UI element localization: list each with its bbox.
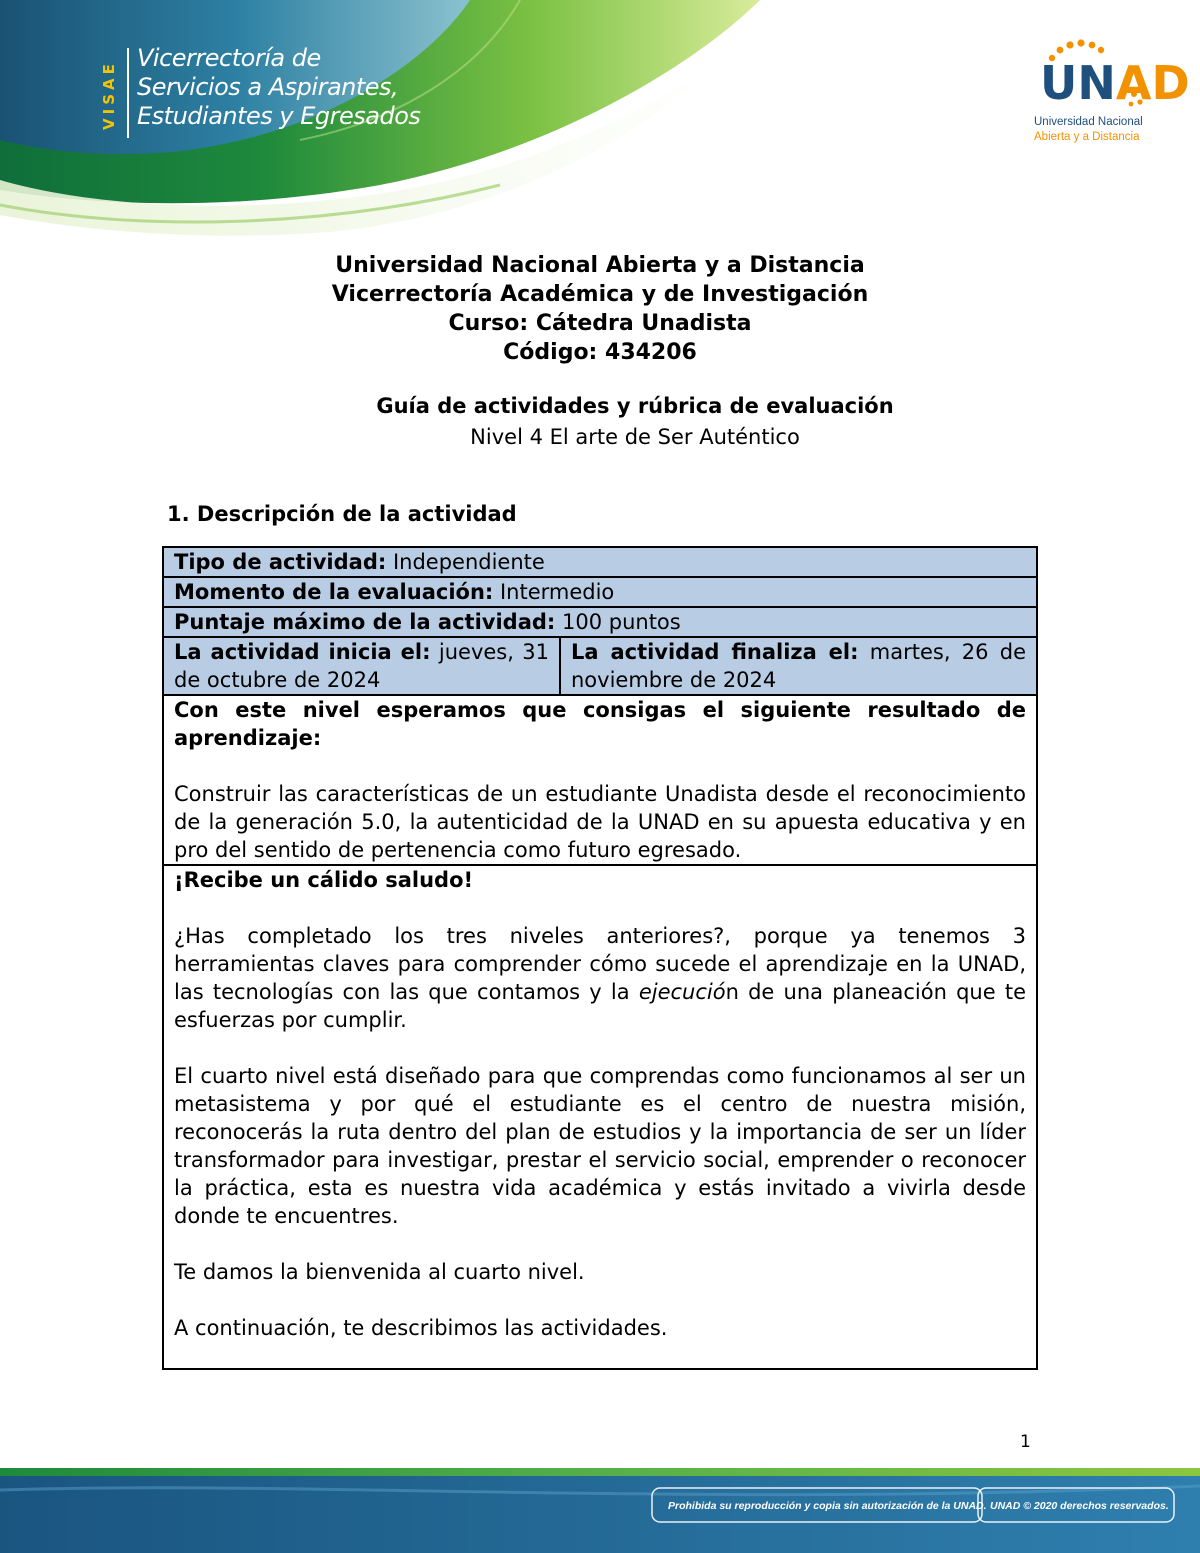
table-row [163,607,1037,637]
paragraph-2: El cuarto nivel está diseñado para que comprendas como funcionamos al ser un metasistema y por qué el estudiante es el centro de nuestra misión, reconocerás la ruta dentro del plan de estudios y la importancia de ser un líder transformador para investigar, prestar el servicio social, emprender o reconocer la práctica, esta es nuestra vida académica y estás invitado a vivirla desde donde te encuentres. [174,1064,1026,1228]
vicerrectoria-line-1: Vicerrectoría de [137,44,321,72]
momento-value: Intermedio [493,580,615,604]
resultado-text: Construir las características de un estudiante Unadista desde el reconocimiento de la generación 5.0, la autenticidad de la UNAD en su apuesta educativa y en pro del sentido de pertenencia como futuro egresado. [174,782,1026,862]
paragraph-1-text: ¿Has completado los tres niveles anteriores?, porque ya tenemos 3 herramientas claves para comprender cómo sucede el aprendizaje en la UNAD, las tecnologías con las que contamos y la [174,924,1026,1004]
unad-logo-ad: AD [1115,56,1190,110]
paragraph-1 [174,922,1026,1034]
footer-copyright-notice: Prohibida su reproducción y copia sin autorización de la UNAD. [668,1500,987,1512]
unad-logo-text [1040,58,1190,108]
activity-table [162,546,1038,1370]
unad-logo-line1: Universidad Nacional [1034,116,1143,128]
visae-divider [127,48,129,138]
saludo-heading: ¡Recibe un cálido saludo! [174,868,474,892]
course-title: Curso: Cátedra Unadista [448,311,752,336]
footer-rights-reserved: UNAD © 2020 derechos reservados. [990,1500,1169,1512]
tipo-label: Tipo de actividad: [174,550,387,574]
vicerrectoria-line-2: Servicios a Aspirantes, [137,73,399,101]
unad-logo-n: N [1077,56,1116,110]
vicerrectoria-title [137,44,420,131]
inicia-value: jueves, 31 de octubre de 2024 [174,640,550,692]
tipo-cell [163,547,1037,577]
table-row [163,695,1037,865]
table-row [163,637,1037,695]
level-title: Nivel 4 El arte de Ser Auténtico [470,425,800,449]
saludo-cell [163,865,1037,1369]
momento-label: Momento de la evaluación: [174,580,494,604]
finaliza-cell [560,637,1037,695]
inicia-cell [163,637,560,695]
page-number: 1 [1020,1432,1031,1452]
table-row [163,865,1037,1369]
table-row [163,577,1037,607]
university-title: Universidad Nacional Abierta y a Distancia [335,253,865,278]
course-code: Código: 434206 [503,340,697,365]
finaliza-label: La actividad finaliza el: [571,640,859,664]
finaliza-value: martes, 26 de noviembre de 2024 [571,640,1027,692]
guide-title: Guía de actividades y rúbrica de evaluación [376,394,894,418]
paragraph-3: Te damos la bienvenida al cuarto nivel. [174,1260,585,1284]
vicerrectoria-line-3: Estudiantes y Egresados [137,102,421,130]
puntaje-label: Puntaje máximo de la actividad: [174,610,556,634]
unad-logo-u: U [1040,56,1078,110]
resultado-heading: Con este nivel esperamos que consigas el siguiente resultado de aprendizaje: [174,698,1026,750]
vicerrectoria-academica-title: Vicerrectoría Académica y de Investigación [331,282,869,307]
puntaje-cell [163,607,1037,637]
unad-logo-line2: Abierta y a Distancia [1034,131,1140,143]
paragraph-4: A continuación, te describimos las actividades. [174,1316,668,1340]
momento-cell [163,577,1037,607]
tipo-value: Independiente [386,550,545,574]
inicia-label: La actividad inicia el: [174,640,431,664]
table-row [163,547,1037,577]
section-heading: 1. Descripción de la actividad [167,502,517,526]
visae-label: VISAE [100,60,118,130]
paragraph-1-italic: ejecució [638,980,726,1004]
paragraph-1-end: n de una planeación que te esfuerzas por cumplir. [174,980,1027,1032]
puntaje-value: 100 puntos [555,610,681,634]
resultado-cell [163,695,1037,865]
